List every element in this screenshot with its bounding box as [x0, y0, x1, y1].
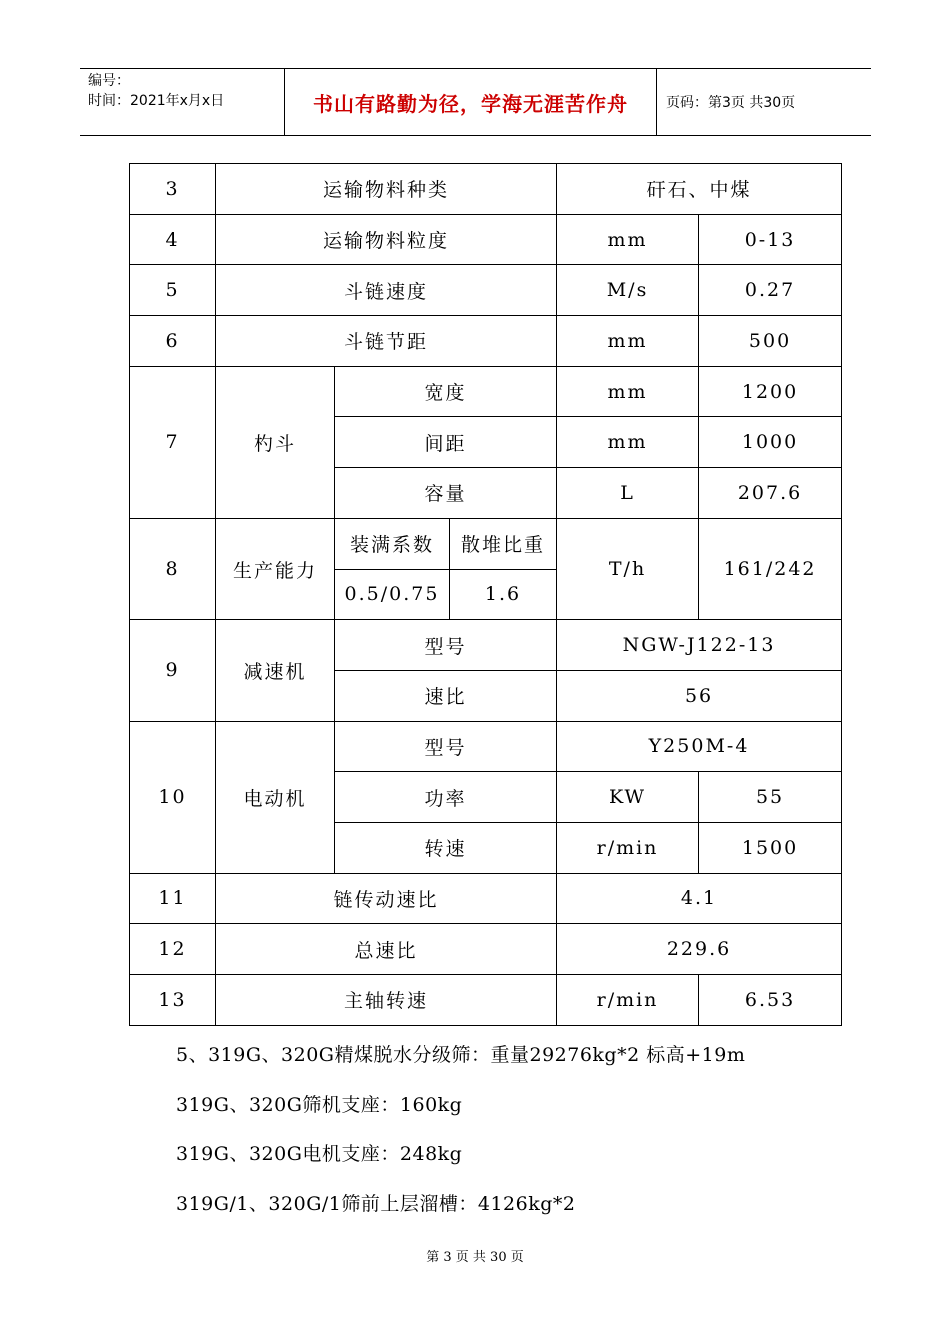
table-row — [130, 924, 842, 975]
param-group-name: 减速机 — [216, 620, 335, 721]
row-number: 7 — [130, 366, 216, 518]
sub-param-name: 间距 — [335, 417, 557, 468]
row-number: 12 — [130, 924, 216, 975]
body-paragraph: 5、319G、320G精煤脱水分级筛：重量29276kg*2 标高+19m — [176, 1044, 746, 1066]
param-value: 矸石、中煤 — [557, 164, 842, 215]
param-group-name: 杓斗 — [216, 366, 335, 518]
row-number: 6 — [130, 316, 216, 367]
table-row — [130, 316, 842, 367]
param-unit: L — [557, 468, 699, 519]
sub-param-name: 宽度 — [335, 366, 557, 417]
param-value: 500 — [699, 316, 842, 367]
param-value: 229.6 — [557, 924, 842, 975]
param-value: 1000 — [699, 417, 842, 468]
param-value: 1200 — [699, 366, 842, 417]
table-row — [130, 214, 842, 265]
param-name: 运输物料种类 — [216, 164, 557, 215]
row-number: 3 — [130, 164, 216, 215]
page-header — [80, 68, 871, 136]
bulk-density-header: 散堆比重 — [450, 518, 557, 569]
page-footer: 第 3 页 共 30 页 — [426, 1250, 524, 1265]
param-value: 55 — [699, 772, 842, 823]
param-unit: mm — [557, 417, 699, 468]
param-unit: r/min — [557, 975, 699, 1026]
param-unit: mm — [557, 214, 699, 265]
param-unit: mm — [557, 316, 699, 367]
param-name: 斗链节距 — [216, 316, 557, 367]
row-number: 8 — [130, 518, 216, 619]
table-row — [130, 873, 842, 924]
table-row — [130, 366, 842, 417]
document-date: 时间：2021年x月x日 — [88, 93, 225, 109]
param-value: 6.53 — [699, 975, 842, 1026]
param-name: 斗链速度 — [216, 265, 557, 316]
param-value: NGW-J122-13 — [557, 620, 842, 671]
param-value: 4.1 — [557, 873, 842, 924]
table-row — [130, 721, 842, 772]
sub-param-name: 型号 — [335, 721, 557, 772]
param-value: 1500 — [699, 822, 842, 873]
document-number-label: 编号： — [88, 73, 130, 89]
sub-param-name: 功率 — [335, 772, 557, 823]
param-unit: M/s — [557, 265, 699, 316]
row-number: 10 — [130, 721, 216, 873]
row-number: 5 — [130, 265, 216, 316]
table-row — [130, 975, 842, 1026]
param-value: 0-13 — [699, 214, 842, 265]
header-page-info: 页码：第3页 共30页 — [666, 95, 796, 111]
param-name: 运输物料粒度 — [216, 214, 557, 265]
row-number: 9 — [130, 620, 216, 721]
header-motto: 书山有路勤为径，学海无涯苦作舟 — [284, 69, 657, 135]
sub-param-name: 型号 — [335, 620, 557, 671]
sub-param-name: 转速 — [335, 822, 557, 873]
param-name: 链传动速比 — [216, 873, 557, 924]
body-paragraph: 319G、320G筛机支座：160kg — [176, 1094, 463, 1116]
spec-table — [129, 163, 842, 1026]
row-number: 11 — [130, 873, 216, 924]
param-value: 207.6 — [699, 468, 842, 519]
body-paragraph: 319G/1、320G/1筛前上层溜槽：4126kg*2 — [176, 1193, 576, 1215]
table-row — [130, 265, 842, 316]
table-row — [130, 164, 842, 215]
sub-param-name: 容量 — [335, 468, 557, 519]
sub-param-name: 速比 — [335, 670, 557, 721]
table-row — [130, 620, 842, 671]
row-number: 4 — [130, 214, 216, 265]
param-value: 161/242 — [699, 518, 842, 619]
param-value: 0.27 — [699, 265, 842, 316]
table-row — [130, 518, 842, 569]
row-number: 13 — [130, 975, 216, 1026]
param-unit: T/h — [557, 518, 699, 619]
param-name: 主轴转速 — [216, 975, 557, 1026]
param-value: 56 — [557, 670, 842, 721]
body-paragraph: 319G、320G电机支座：248kg — [176, 1143, 463, 1165]
param-value: Y250M-4 — [557, 721, 842, 772]
param-group-name: 生产能力 — [216, 518, 335, 619]
header-meta — [80, 69, 284, 135]
bulk-density-value: 1.6 — [450, 569, 557, 620]
param-unit: r/min — [557, 822, 699, 873]
param-group-name: 电动机 — [216, 721, 335, 873]
param-unit: mm — [557, 366, 699, 417]
param-unit: KW — [557, 772, 699, 823]
fill-factor-header: 装满系数 — [335, 518, 450, 569]
fill-factor-value: 0.5/0.75 — [335, 569, 450, 620]
param-name: 总速比 — [216, 924, 557, 975]
